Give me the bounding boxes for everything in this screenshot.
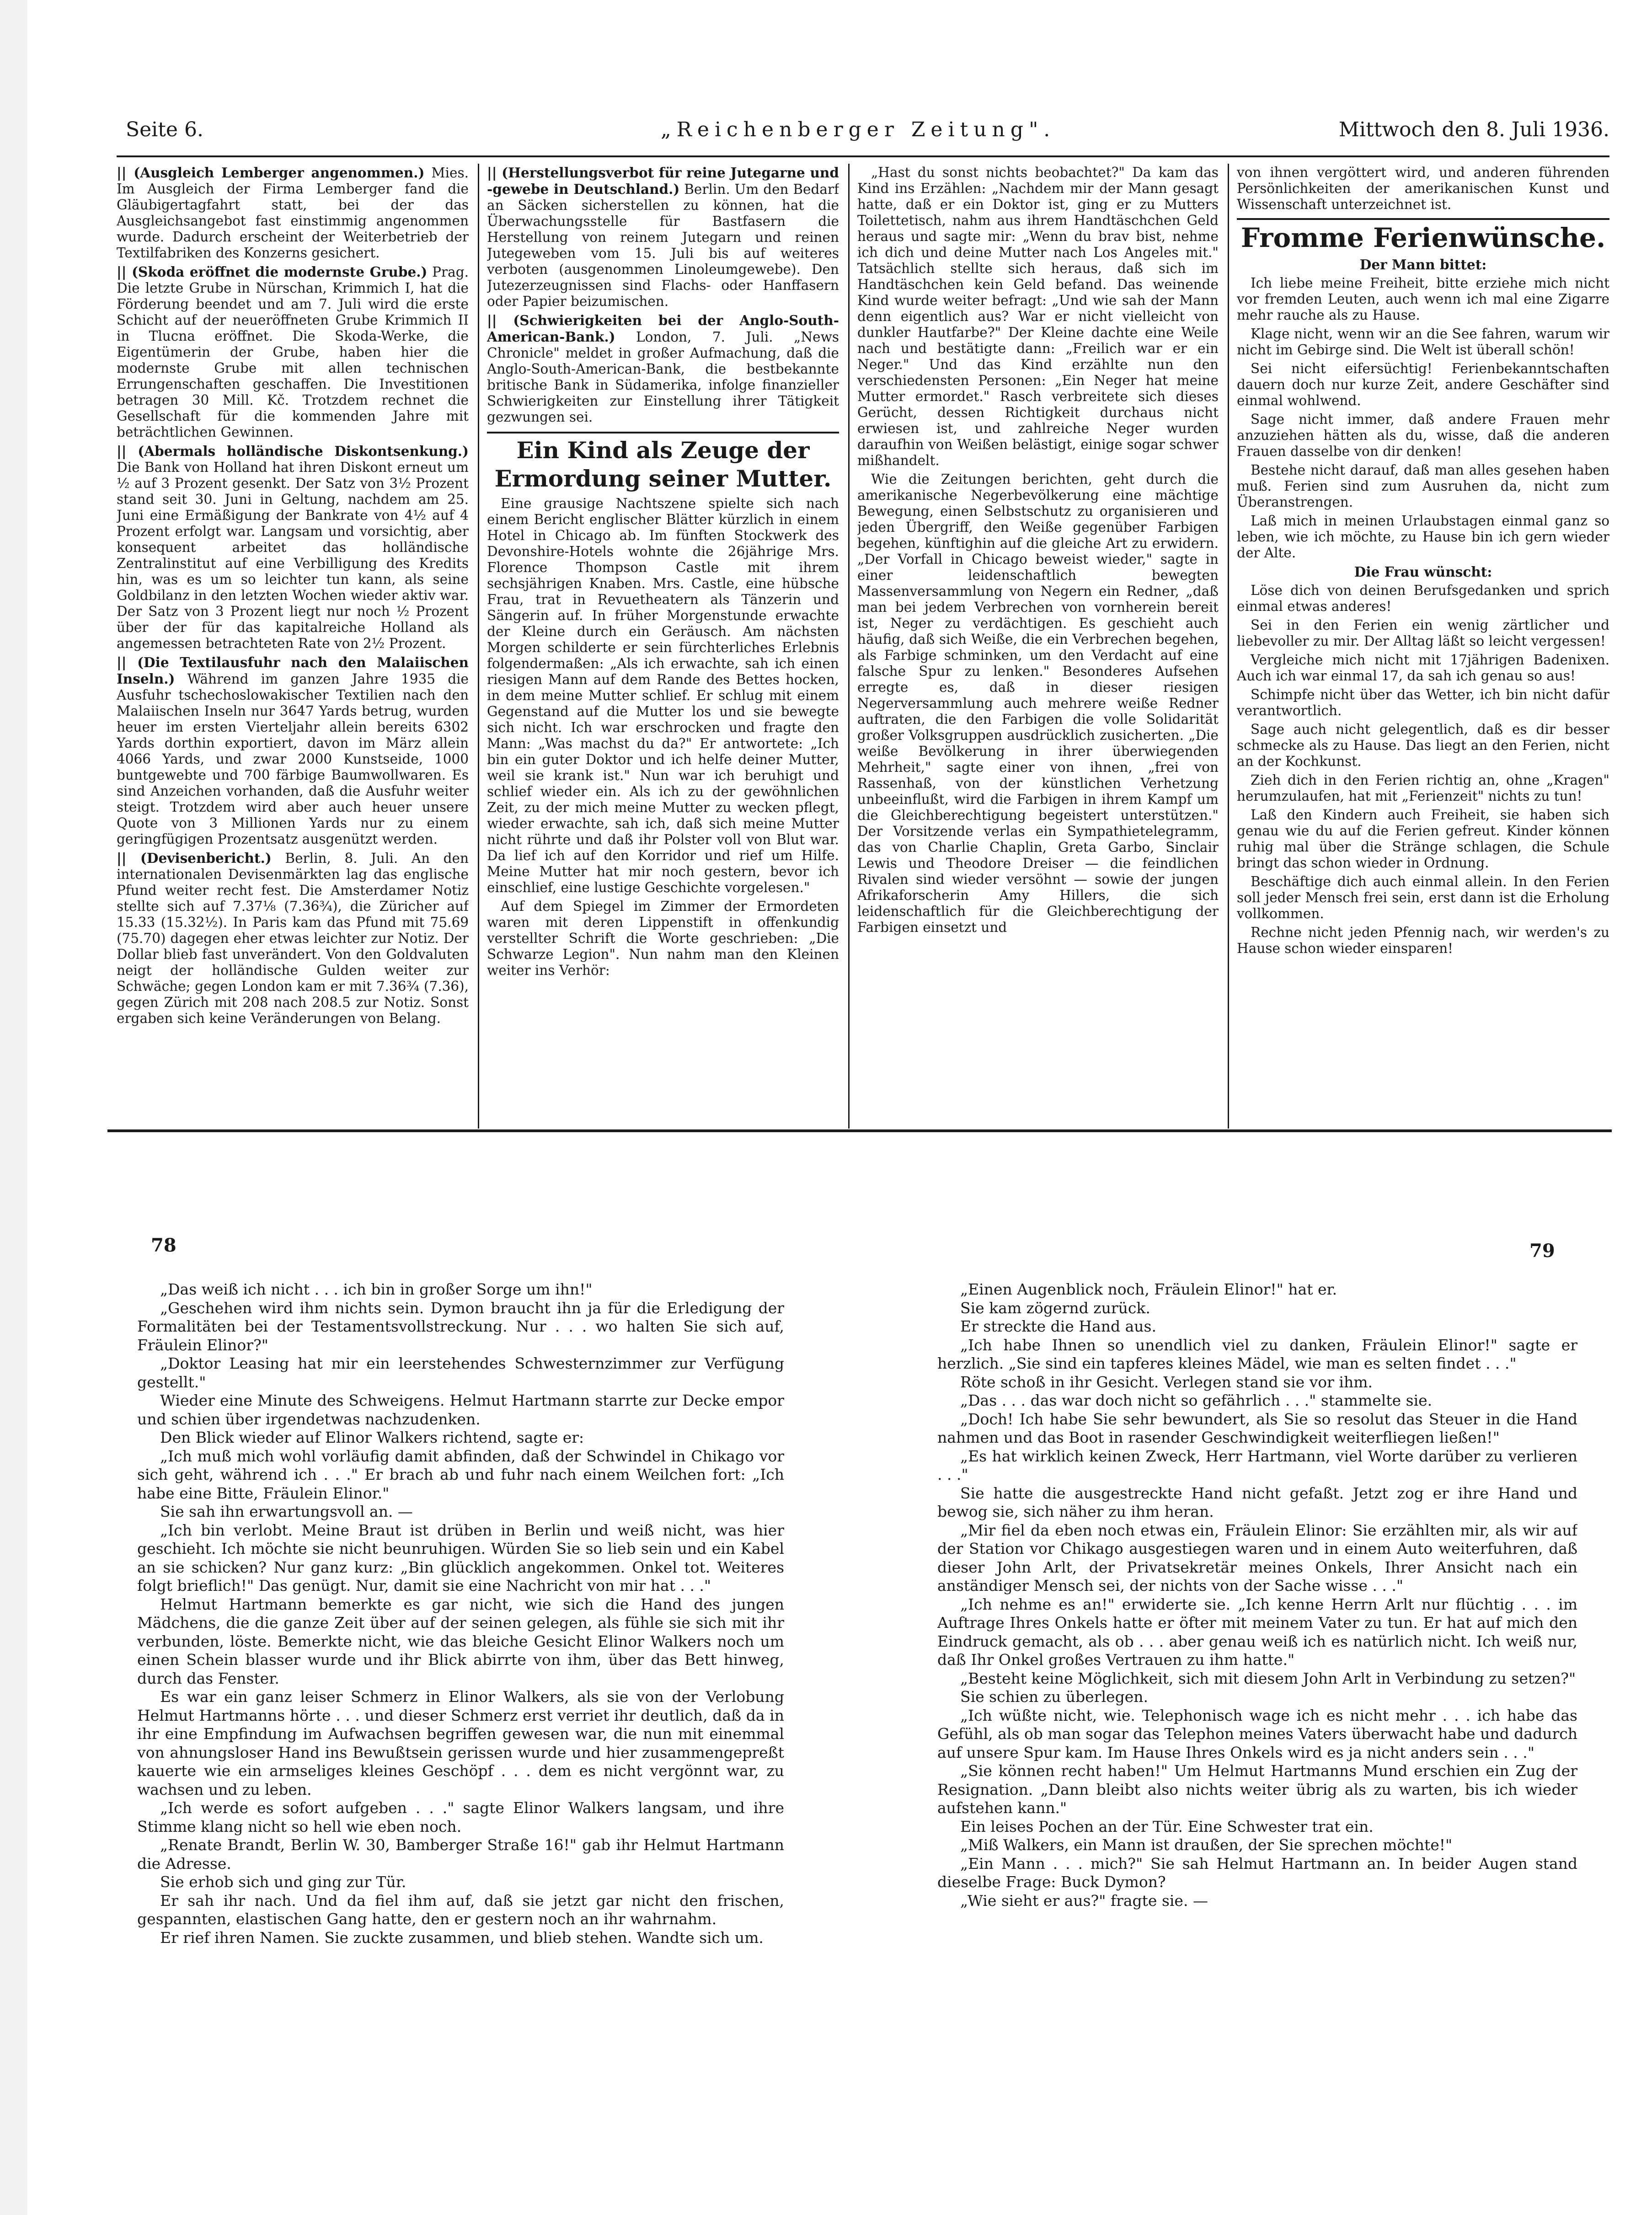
news-item-text: Die Bank von Holland hat ihren Diskont erneut um ½ auf 3 Prozent gesenkt. Der Satz von 3½ Prozent stand seit 30. Juni in Geltung, nachdem am 25. Juni eine Ermäßigung der Bankrate von 4½ auf 4 Prozent erfolgt war. Langsam und vorsichtig, aber konsequent arbeitet das holländische Zentralinstitut auf eine Verbilligung des Kredits hin, was es um so leichter tun kann, als seine Goldbilanz in den letzten Wochen wieder aktiv war. Der Satz von 3 Prozent liegt nur noch ½ Prozent über der für das kapitalreiche Holland als angemessen betrachteten Rate von 2½ Prozent. — [117, 460, 469, 651]
news-item-text: Während im ganzen Jahre 1935 die Ausfuhr tschechoslowakischer Textilien nach den Malaiischen Inseln nur 3647 Yards betrug, wurden heuer im ersten Vierteljahr allein bereits 6302 Yards dorthin exportiert, davon im März allein 4066 Yards, und zwar 2000 Kunstseide, 1000 buntgewebte und 700 färbige Baumwollwaren. Es sind Anzeichen vorhanden, daß die Ausfuhr weiter steigt. Trotzdem wird aber auch heuer unsere Quote von 3 Millionen Yards nur zu einem geringfügigen Prozentsatz ausgenützt werden. — [117, 671, 469, 847]
wish-item: Vergleiche mich nicht mit 17jährigen Badenixen. Auch ich war einmal 17, da sah ich genau so aus! — [1237, 652, 1609, 684]
novel-paragraph: „Doktor Leasing hat mir ein leerstehendes Schwesternzimmer zur Verfügung gestellt." — [137, 1354, 784, 1391]
wish-item: Löse dich von deinen Berufsgedanken und sprich einmal etwas anderes! — [1237, 583, 1609, 614]
column-divider — [1228, 164, 1229, 1129]
wish-item: Beschäftige dich auch einmal allein. In den Ferien soll jeder Mensch frei sein, erst dann ist die Erholung vollkommen. — [1237, 874, 1609, 921]
novel-paragraph: Den Blick wieder auf Elinor Walkers richtend, sagte er: — [160, 1429, 584, 1446]
novel-paragraph: „Ich werde es sofort aufgeben . . ." sagte Elinor Walkers langsam, und ihre Stimme klang nicht so hell wie eben noch. — [137, 1799, 784, 1835]
novel-paragraph: „Wie sieht er aus?" fragte sie. — — [960, 1891, 1208, 1910]
novel-paragraph: „Das . . . das war doch nicht so gefährlich . . ." stammelte sie. — [960, 1391, 1433, 1409]
news-item-title: || (Ausgleich Lemberger angenommen.) — [117, 165, 425, 181]
novel-paragraph: Sie kam zögernd zurück. — [960, 1299, 1150, 1317]
column-3 — [857, 165, 1219, 1123]
novel-page-left — [137, 1280, 784, 2140]
story-paragraph: Auf dem Spiegel im Zimmer der Ermordeten waren mit deren Lippenstift in offenkundig verstellter Schrift die Worte geschrieben: „Die Schwarze Legion". Nun nahm man den Kleinen weiter ins Verhör: — [487, 899, 839, 978]
novel-page-right — [937, 1280, 1577, 2140]
column-divider — [478, 164, 479, 1129]
wishes-headline: Fromme Ferienwünsche. — [1240, 222, 1606, 253]
novel-paragraph: Sie erhob sich und ging zur Tür. — [160, 1873, 406, 1891]
novel-paragraph: „Sie können recht haben!" Um Helmut Hartmanns Mund erschien ein Zug der Resignation. „Dann bleibt also nichts weiter übrig als zu warten, bis ich wieder aufstehen kann." — [937, 1762, 1577, 1817]
novel-paragraph: „Doch! Ich habe Sie sehr bewundert, als Sie so resolut das Steuer in die Hand nahmen und das Boot in rasender Geschwindigkeit weiterfliegen ließen!" — [937, 1410, 1577, 1446]
page-header — [126, 118, 1609, 145]
news-item-text: Mies. Im Ausgleich der Firma Lemberger fand die Gläubigertagfahrt statt, bei der das Ausgleichsangebot fast einstimmig angenommen wurde. Dadurch erscheint der Weiterbetrieb der Textilfabriken des Konzerns gesichert. — [117, 165, 469, 261]
novel-paragraph: „Ich muß mich wohl vorläufig damit abfinden, daß der Schwindel in Chikago vor sich geht, während ich . . ." Er brach ab und fuhr nach einem Weilchen fort: „Ich habe eine Bitte, Fräulein Elinor." — [137, 1447, 784, 1502]
news-item-title: || (Herstellungsverbot für reine Jutegarne und -gewebe in Deutschland.) — [487, 165, 839, 197]
header-page-label: Seite 6. — [126, 118, 203, 141]
novel-paragraph: Er rief ihren Namen. Sie zuckte zusammen, und blieb stehen. Wandte sich um. — [160, 1928, 764, 1947]
wish-item: Rechne nicht jeden Pfennig nach, wir werden's zu Hause schon wieder einsparen! — [1237, 925, 1609, 956]
novel-paragraph: Ein leises Pochen an der Tür. Eine Schwester trat ein. — [960, 1817, 1374, 1835]
news-item-title: || (Schwierigkeiten bei der Anglo-South-American-Bank.) — [487, 312, 839, 345]
novel-paragraph: „Mir fiel da eben noch etwas ein, Fräulein Elinor: Sie erzählten mir, als wir auf der Station vor Chikago ausgestiegen waren und in einem Auto weiterfuhren, daß dieser John Arlt, der Privatsekretär meines Onkels, Ihrer Ansicht nach ein anständiger Mensch sei, der nichts von der Sache wisse . . ." — [937, 1521, 1577, 1594]
wish-item: Sei nicht eifersüchtig! Ferienbekanntschaften dauern doch nur kurze Zeit, andere Geschäfter sind einmal wohlwend. — [1237, 361, 1609, 408]
page-number-right: 79 — [1529, 1240, 1555, 1262]
news-item-title: || (Skoda eröffnet die modernste Grube.) — [117, 264, 428, 280]
header-rule — [117, 155, 1609, 157]
story-continuation: von ihnen vergöttert wird, und anderen führenden Persönlichkeiten der amerikanischen Kunst und Wissenschaft unterzeichnet ist. — [1237, 165, 1609, 212]
wish-item: Bestehe nicht darauf, daß man alles gesehen haben muß. Ferien sind zum Ausruhen da, nicht zum Überanstrengen. — [1237, 462, 1609, 510]
novel-paragraph: „Geschehen wird ihm nichts sein. Dymon braucht ihn ja für die Erledigung der Formalitäten bei der Testamentsvollstreckung. Nur . . . wo halten Sie sich auf, Fräulein Elinor?" — [137, 1299, 784, 1354]
feuilleton-rule — [107, 1129, 1612, 1132]
novel-paragraph: „Einen Augenblick noch, Fräulein Elinor!" hat er. — [960, 1280, 1337, 1298]
novel-paragraph: Sie schien zu überlegen. — [960, 1688, 1148, 1706]
novel-paragraph: „Ich bin verlobt. Meine Braut ist drüben in Berlin und weiß nicht, was hier geschieht. Ich möchte sie nicht beunruhigen. Würden Sie so lieb sein und ein Kabel an sie schicken? Nur ganz kurz: „Bin glücklich angekommen. Onkel tot. Weiteres folgt brieflich!" Das genügt. Nur, damit sie eine Nachricht von mir hat . . ." — [137, 1521, 784, 1594]
story-paragraph: „Hast du sonst nichts beobachtet?" Da kam das Kind ins Erzählen: „Nachdem mir der Mann gesagt hatte, daß er ein Doktor ist, ging er zu Mutters Toilettetisch, nahm aus ihrem Handtäschchen Geld heraus und sagte mir: „Wenn du brav bist, nehme ich dich und deine Mutter nach Los Angeles mit." Tatsächlich stellte sich heraus, daß sich im Handtäschchen kein Geld befand. Das weinende Kind wurde weiter befragt: „Und wie sah der Mann denn eigentlich aus? War er nicht vielleicht von dunkler Hautfarbe?" Der Kleine dachte eine Weile nach und bestätigte dann: „Freilich war er ein Neger." Und das Kind erzählte nun den verschiedensten Personen: „Ein Neger hat meine Mutter ermordet." Rasch verbreitete sich dieses Gerücht, dessen Richtigkeit durchaus nicht erwiesen ist, und zahlreiche Neger wurden daraufhin von Weißen belästigt, einige sogar schwer mißhandelt. — [857, 165, 1219, 468]
wish-item: Sage auch nicht gelegentlich, daß es dir besser schmecke als zu Hause. Das liegt an den Ferien, nicht an der Kochkunst. — [1237, 722, 1609, 769]
novel-paragraph: Helmut Hartmann bemerkte es gar nicht, wie sich die Hand des jungen Mädchens, die die ganze Zeit über auf der seinen gelegen, als fühle sie sich mit ihr verbunden, löste. Bemerkte nicht, wie das bleiche Gesicht Elinor Walkers noch um einen Schein blasser wurde und ihr Blick abirrte von ihm, über das Bett hinweg, durch das Fenster. — [137, 1595, 784, 1687]
news-item-text: Berlin. Um den Bedarf an Säcken sicherstellen zu können, hat die Überwachungsstelle für Bastfasern die Herstellung von reinem Jutegarn und reinen Jutegeweben vom 15. Juli bis auf weiteres verboten (ausgenommen Linoleumgewebe). Den Jutezerzeugnissen sind Flachs- oder Hanffasern oder Papier beizumischen. — [487, 182, 839, 309]
wish-item: Schimpfe nicht über das Wetter, ich bin nicht dafür verantwortlich. — [1237, 687, 1609, 718]
news-item-text: Berlin, 8. Juli. An den internationalen Devisenmärkten lag das englische Pfund weiter recht fest. Die Amsterdamer Notiz stellte sich auf 7.37⅛ (7.36¾), die Züricher auf 15.33 (15.32½). In Paris kam das Pfund mit 75.69 (75.70) dagegen eher etwas leichter zur Notiz. Der Dollar blieb fast unverändert. Von den Goldvaluten neigt der holländische Gulden weiter zur Schwäche; gegen London kam er mit 7.36¾ (7.36), gegen Zürich mit 208 nach 208.5 zur Notiz. Sonst ergaben sich keine Veränderungen von Belang. — [117, 851, 469, 1026]
news-item — [487, 312, 839, 425]
news-item — [117, 850, 469, 1027]
news-item-title: || (Devisenbericht.) — [117, 850, 272, 866]
novel-paragraph: Röte schoß in ihr Gesicht. Verlegen stand sie vor ihm. — [960, 1373, 1373, 1391]
news-item-title: || (Die Textilausfuhr nach den Malaiischen Inseln.) — [117, 654, 469, 687]
novel-paragraph: Es war ein ganz leiser Schmerz in Elinor Walkers, als sie von der Verlobung Helmut Hartmanns hörte . . . und dieser Schmerz erst verriet ihr deutlich, daß da in ihr eine Empfindung im Aufwachsen begriffen gewesen war, die nun mit einemmal von ahnungsloser Hand ins Bewußtsein gerissen wurde und hier zusammengepreßt kauerte wie ein armseliges kleines Geschöpf . . . dem es nicht vergönnt war, zu wachsen und zu leben. — [137, 1688, 784, 1798]
novel-paragraph: „Ein Mann . . . mich?" Sie sah Helmut Hartmann an. In beider Augen stand dieselbe Frage: Buck Dymon? — [937, 1854, 1577, 1891]
wish-item: Laß den Kindern auch Freiheit, sie haben sich genau wie du auf die Ferien gefreut. Kinder können ruhig mal über die Stränge schlagen, die Schule bringt das schon wieder in Ordnung. — [1237, 807, 1609, 871]
novel-paragraph: Er streckte die Hand aus. — [960, 1317, 1156, 1335]
novel-paragraph: Wieder eine Minute des Schweigens. Helmut Hartmann starrte zur Decke empor und schien über irgendetwas nachzudenken. — [137, 1391, 784, 1428]
wish-item: Sei in den Ferien ein wenig zärtlicher und liebevoller zu mir. Der Alltag läßt so leicht vergessen! — [1237, 617, 1609, 649]
story-paragraph: Wie die Zeitungen berichten, geht durch die amerikanische Negerbevölkerung eine mächtige Bewegung, einen Selbstschutz zu organisieren und jeden Übergriff, den Weiße gegenüber Farbigen begehen, künftighin auf die gleiche Art zu erwidern. „Der Vorfall in Chicago beweist wieder," sagte in einer leidenschaftlich bewegten Massenversammlung von Negern ein Redner, „daß man bei jedem Verbrechen von vornherein bereit ist, Neger zu verdächtigen. Es geschieht auch häufig, daß sich Weiße, die ein Verbrechen begehen, als Farbige schminken, um den Verdacht auf eine falsche Spur zu lenken." Besonderes Aufsehen erregte es, daß in dieser riesigen Negerversammlung auch mehrere weiße Redner auftraten, die den Farbigen die volle Solidarität großer Volksgruppen ausdrücklich zusicherten. „Die weiße Bevölkerung in ihrer überwiegenden Mehrheit," sagte einer von ihnen, „frei von Rassenhaß, von der künstlichen Verhetzung unbeeinflußt, wird die Farbigen in ihrem Kampf um die Gleichberechtigung begeistert unterstützen." Der Vorsitzende verlas ein Sympathietelegramm, das von Charlie Chaplin, Greta Garbo, Sinclair Lewis und Theodore Dreiser — die feindlichen Rivalen sind wieder versöhnt — sowie der jungen Afrikaforscherin Amy Hillers, die sich leidenschaftlich für die Gleichberechtigung der Farbigen einsetzt und — [857, 471, 1219, 935]
novel-paragraph: „Ich habe Ihnen so unendlich viel zu danken, Fräulein Elinor!" sagte er herzlich. „Sie sind ein tapferes kleines Mädel, wie man es selten findet . . ." — [937, 1336, 1577, 1372]
novel-paragraph: „Ich nehme es an!" erwiderte sie. „Ich kenne Herrn Arlt nur flüchtig . . . im Auftrage Ihres Onkels hatte er öfter mit meinem Vater zu tun. Er hat auf mich den Eindruck gemacht, als ob . . . aber genau weiß ich es natürlich nicht. Ich weiß nur, daß Ihr Onkel großes Vertrauen zu ihm hatte." — [937, 1595, 1577, 1669]
wish-item: Laß mich in meinen Urlaubstagen einmal ganz so leben, wie ich möchte, zu Hause bin ich gern wieder der Alte. — [1237, 513, 1609, 561]
news-item — [117, 443, 469, 652]
news-item — [117, 264, 469, 440]
novel-paragraph: „Miß Walkers, ein Mann ist draußen, der Sie sprechen möchte!" — [960, 1836, 1453, 1854]
news-item — [117, 654, 469, 847]
column-2 — [487, 165, 839, 1123]
wish-item: Ich liebe meine Freiheit, bitte erziehe mich nicht vor fremden Leuten, auch wenn ich mal eine Zigarre mehr rauche als zu Hause. — [1237, 275, 1609, 323]
column-divider — [848, 164, 850, 1129]
novel-paragraph: Sie sah ihn erwartungsvoll an. — — [160, 1503, 413, 1520]
news-item — [487, 165, 839, 310]
column-4 — [1237, 165, 1609, 1123]
header-date: Mittwoch den 8. Juli 1936. — [1338, 118, 1609, 141]
news-item-title: || (Abermals holländische Diskontsenkung.) — [117, 443, 469, 459]
story-paragraph: Eine grausige Nachtszene spielte sich nach einem Bericht englischer Blätter kürzlich in einem Hotel in Chicago ab. Im fünften Stockwerk des Devonshire-Hotels wohnte die 26jährige Mrs. Florence Thompson Castle mit ihrem sechsjährigen Knaben. Mrs. Castle, eine hübsche Frau, trat in Revuetheatern als Tänzerin und Sängerin auf. In früher Morgenstunde erwachte der Kleine durch ein Geräusch. Am nächsten Morgen schilderte er sein fürchterliches Erlebnis folgendermaßen: „Als ich erwachte, sah ich einen riesigen Mann auf dem Rande des Bettes hocken, in dem meine Mutter schlief. Er schlug mit einem Gegenstand auf die Mutter los und sie bewegte sich nicht. Ich war erschrocken und fragte den Mann: „Was machst du da?" Er antwortete: „Ich bin ein guter Doktor und ich helfe deiner Mutter, weil sie krank ist." Nun war ich beruhigt und schlief wieder ein. Als ich zu der gewöhnlichen Zeit, zu der mich meine Mutter zu wecken pflegt, wieder erwachte, sah ich, daß sich meine Mutter nicht rührte und daß ihr Polster voll von Blut war. Da lief ich auf den Korridor und rief um Hilfe. Meine Mutter hat mir noch gestern, bevor ich einschlief, eine lustige Geschichte vorgelesen." — [487, 496, 839, 895]
story-headline: Ein Kind als Zeuge der Ermordung seiner Mutter. — [494, 437, 832, 492]
column-1-economic-news — [117, 165, 469, 1123]
wish-item: Sage nicht immer, daß andere Frauen mehr anzuziehen hätten als du, wisse, daß die anderen Frauen dasselbe von dir denken! — [1237, 412, 1609, 459]
header-newspaper-title: „Reichenberger Zeitung". — [661, 118, 1056, 141]
news-item — [117, 165, 469, 261]
news-item-text: London, 7. Juli. „News Chronicle" meldet in großer Aufmachung, daß die Anglo-South-American-Bank, die bestbekannte britische Bank in Südamerika, infolge finanzieller Schwierigkeiten zur Einstellung ihrer Tätigkeit gezwungen sei. — [487, 329, 839, 425]
novel-paragraph: „Ich wüßte nicht, wie. Telephonisch wage ich es nicht mehr . . . ich habe das Gefühl, als ob man sogar das Telephon meines Vaters überwacht habe und dadurch auf unsere Spur kam. Im Hause Ihres Onkels wird es ja nicht anders sein . . ." — [937, 1706, 1577, 1761]
wishes-woman-title: Die Frau wünscht: — [1354, 564, 1492, 580]
novel-paragraph: Er sah ihr nach. Und da fiel ihm auf, daß sie jetzt gar nicht den frischen, gespannten, elastischen Gang hatte, den er gestern noch an ihr wahrnahm. — [137, 1891, 784, 1928]
wish-item: Klage nicht, wenn wir an die See fahren, warum wir nicht im Gebirge sind. Die Welt ist überall schön! — [1237, 326, 1609, 358]
section-rule — [1237, 218, 1609, 220]
novel-paragraph: „Das weiß ich nicht . . . ich bin in großer Sorge um ihn!" — [160, 1280, 593, 1298]
wish-item: Zieh dich in den Ferien richtig an, ohne „Kragen" herumzulaufen, hat mit „Ferienzeit" nichts zu tun! — [1237, 772, 1609, 804]
wishes-man-title: Der Mann bittet: — [1359, 257, 1487, 273]
section-rule — [487, 432, 839, 433]
novel-paragraph: „Renate Brandt, Berlin W. 30, Bamberger Straße 16!" gab ihr Helmut Hartmann die Adresse. — [137, 1836, 784, 1873]
novel-paragraph: „Es hat wirklich keinen Zweck, Herr Hartmann, viel Worte darüber zu verlieren . . ." — [937, 1447, 1577, 1483]
novel-paragraph: „Besteht keine Möglichkeit, sich mit diesem John Arlt in Verbindung zu setzen?" — [960, 1669, 1576, 1687]
page-number-left: 78 — [151, 1235, 176, 1256]
news-item-text: Prag. Die letzte Grube in Nürschan, Krimmich I, hat die Förderung beendet und am 7. Juli wird die erste Schicht auf der neueröffneten Grube Krimmich II in Tlucna eröffnet. Die Skoda-Werke, die Eigentümerin der Grube, haben hier die modernste Grube mit allen technischen Errungenschaften geschaffen. Die Investitionen betragen 30 Mill. Kč. Trotzdem rechnet die Gesellschaft für die kommenden Jahre mit beträchtlichen Gewinnen. — [117, 264, 469, 440]
novel-paragraph: Sie hatte die ausgestreckte Hand nicht gefaßt. Jetzt zog er ihre Hand und bewog sie, sich näher zu ihm heran. — [937, 1484, 1577, 1520]
scan-border — [0, 0, 27, 2215]
